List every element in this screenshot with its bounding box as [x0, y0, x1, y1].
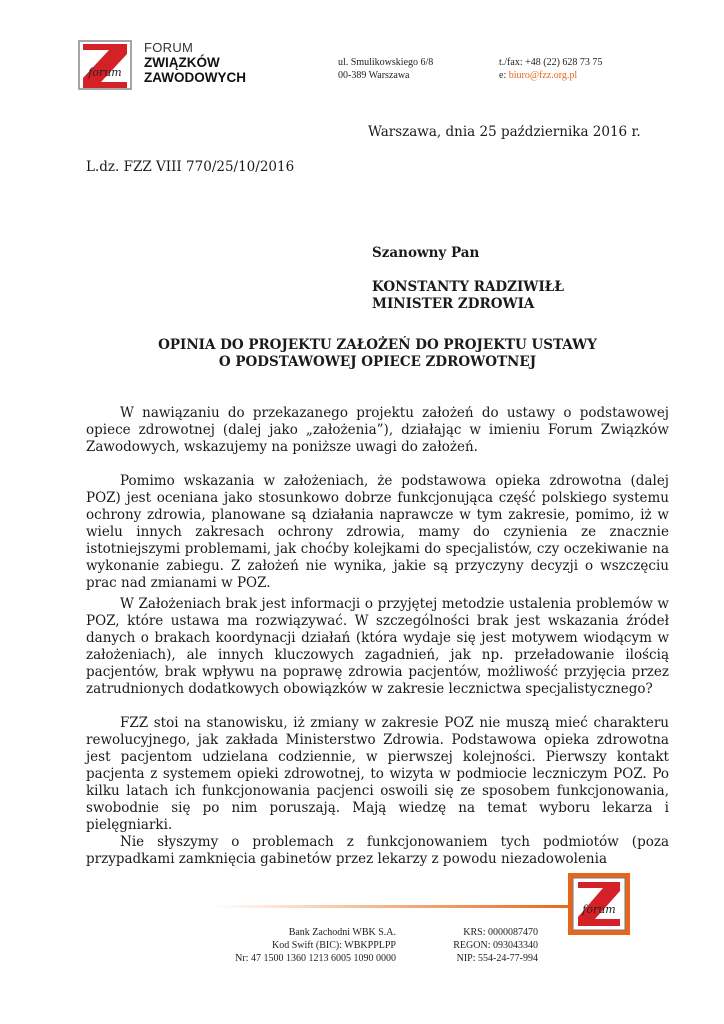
- footer-registry-info: [452, 926, 538, 965]
- footer-divider: [215, 905, 571, 908]
- letter-date: Warszawa, dnia 25 października 2016 r.: [368, 124, 641, 140]
- footer-bank: Bank Zachodni WBK S.A.: [288, 927, 396, 938]
- contact-email-row: [499, 69, 602, 82]
- title-line-2: O PODSTAWOWEJ OPIECE ZDROWOTNEJ: [218, 354, 537, 370]
- email-label: e:: [499, 70, 507, 81]
- address-street: ul. Smulikowskiego 6/8: [338, 57, 434, 68]
- footer-account: Nr: 47 1500 1360 1213 6005 1090 0000: [235, 953, 396, 964]
- contact-phone: t./fax: +48 (22) 628 73 75: [499, 57, 603, 68]
- addressee-block: [372, 245, 564, 313]
- paragraph-5: Nie słyszymy o problemach z funkcjonowaniem tych podmiotów (poza przypadkami zamknięcia gabinetów przez lekarzy z powodu niezadowolenia: [86, 834, 669, 867]
- logo-line-zwiazkow: ZWIĄZKÓW: [144, 55, 220, 70]
- address-city: 00-389 Warszawa: [338, 70, 410, 81]
- paragraph-2: Pomimo wskazania w założeniach, że podstawowa opieka zdrowotna (dalej POZ) jest oceniana jako stosunkowo dobrze funkcjonująca część polskiego systemu ochrony zdrowia, planowane są działania naprawcze w tym zakresie, pomimo, iż w wielu innych zakresach ochrony zdrowia, mamy do czynienia ze znacznie istotniejszymi problemami, jak choćby kolejkami do specjalistów, czy oczekiwanie na wykonanie zabiegu. Z założeń nie wynika, jakie są przyczyny decyzji o wszczęciu prac nad zmianami w POZ.: [86, 473, 669, 591]
- footer-regon: REGON: 093043340: [453, 940, 538, 951]
- footer-krs: KRS: 0000087470: [463, 927, 538, 938]
- header-address: [338, 56, 433, 82]
- recipient-name: KONSTANTY RADZIWIŁŁ: [372, 279, 564, 295]
- header-contact: [499, 56, 602, 82]
- paragraph-3: W Założeniach brak jest informacji o przyjętej metodzie ustalenia problemów w POZ, które ustawa ma rozwiązywać. W szczególności brak jest wskazania źródeł danych o brakach koordynacji działań (która wydaje się jest motywem wiodącym w założeniach), ale innych kluczowych zagadnień, jak np. przeładowanie ilością pacjentów, brak wpływu na poprawę zdrowia pacjentów, możliwość przyjęcia przez zatrudnionych dodatkowych obowiązków w zakresie lecznictwa specjalistycznego?: [86, 596, 669, 697]
- recipient-title: MINISTER ZDROWIA: [372, 296, 535, 312]
- footer-nip: NIP: 554-24-77-994: [456, 953, 538, 964]
- email-link[interactable]: biuro@fzz.org.pl: [508, 70, 578, 81]
- logo-line-forum: FORUM: [144, 40, 194, 55]
- fzz-logo-emblem: [75, 38, 135, 92]
- footer-logo-text: forum: [582, 903, 616, 916]
- document-title: [86, 337, 669, 371]
- title-line-1: OPINIA DO PROJEKTU ZAŁOŻEŃ DO PROJEKTU USTAWY: [158, 337, 597, 353]
- footer-logo-emblem: [568, 873, 630, 935]
- logo-emblem-text: forum: [88, 66, 122, 79]
- paragraph-1: W nawiązaniu do przekazanego projektu założeń do ustawy o podstawowej opiece zdrowotnej (dalej jako „założenia”), działając w imieniu Forum Związków Zawodowych, wskazujemy na poniższe uwagi do założeń.: [86, 405, 669, 455]
- logo-wordmark: [144, 40, 246, 85]
- logo-line-zawodowych: ZAWODOWYCH: [144, 70, 246, 85]
- paragraph-4: FZZ stoi na stanowisku, iż zmiany w zakresie POZ nie muszą mieć charakteru rewolucyjnego, jak zakłada Ministerstwo Zdrowia. Podstawowa opieka zdrowotna jest pacjentom udzielana codziennie, w pierwszej kolejności. Pierwszy kontakt pacjenta z systemem opieki zdrowotnej, to wizyta w podmiocie leczniczym POZ. Po kilku latach ich funkcjonowania pacjenci oswoili się ze sposobem funkcjonowania, swobodnie się po nim poruszają. Mają wiedzę na temat wyboru lekarza i pielęgniarki.: [86, 715, 669, 833]
- footer-bank-info: [200, 926, 396, 965]
- salutation: Szanowny Pan: [372, 245, 480, 261]
- footer-swift: Kod Swift (BIC): WBKPPLPP: [271, 940, 396, 951]
- letter-reference: L.dz. FZZ VIII 770/25/10/2016: [86, 159, 295, 175]
